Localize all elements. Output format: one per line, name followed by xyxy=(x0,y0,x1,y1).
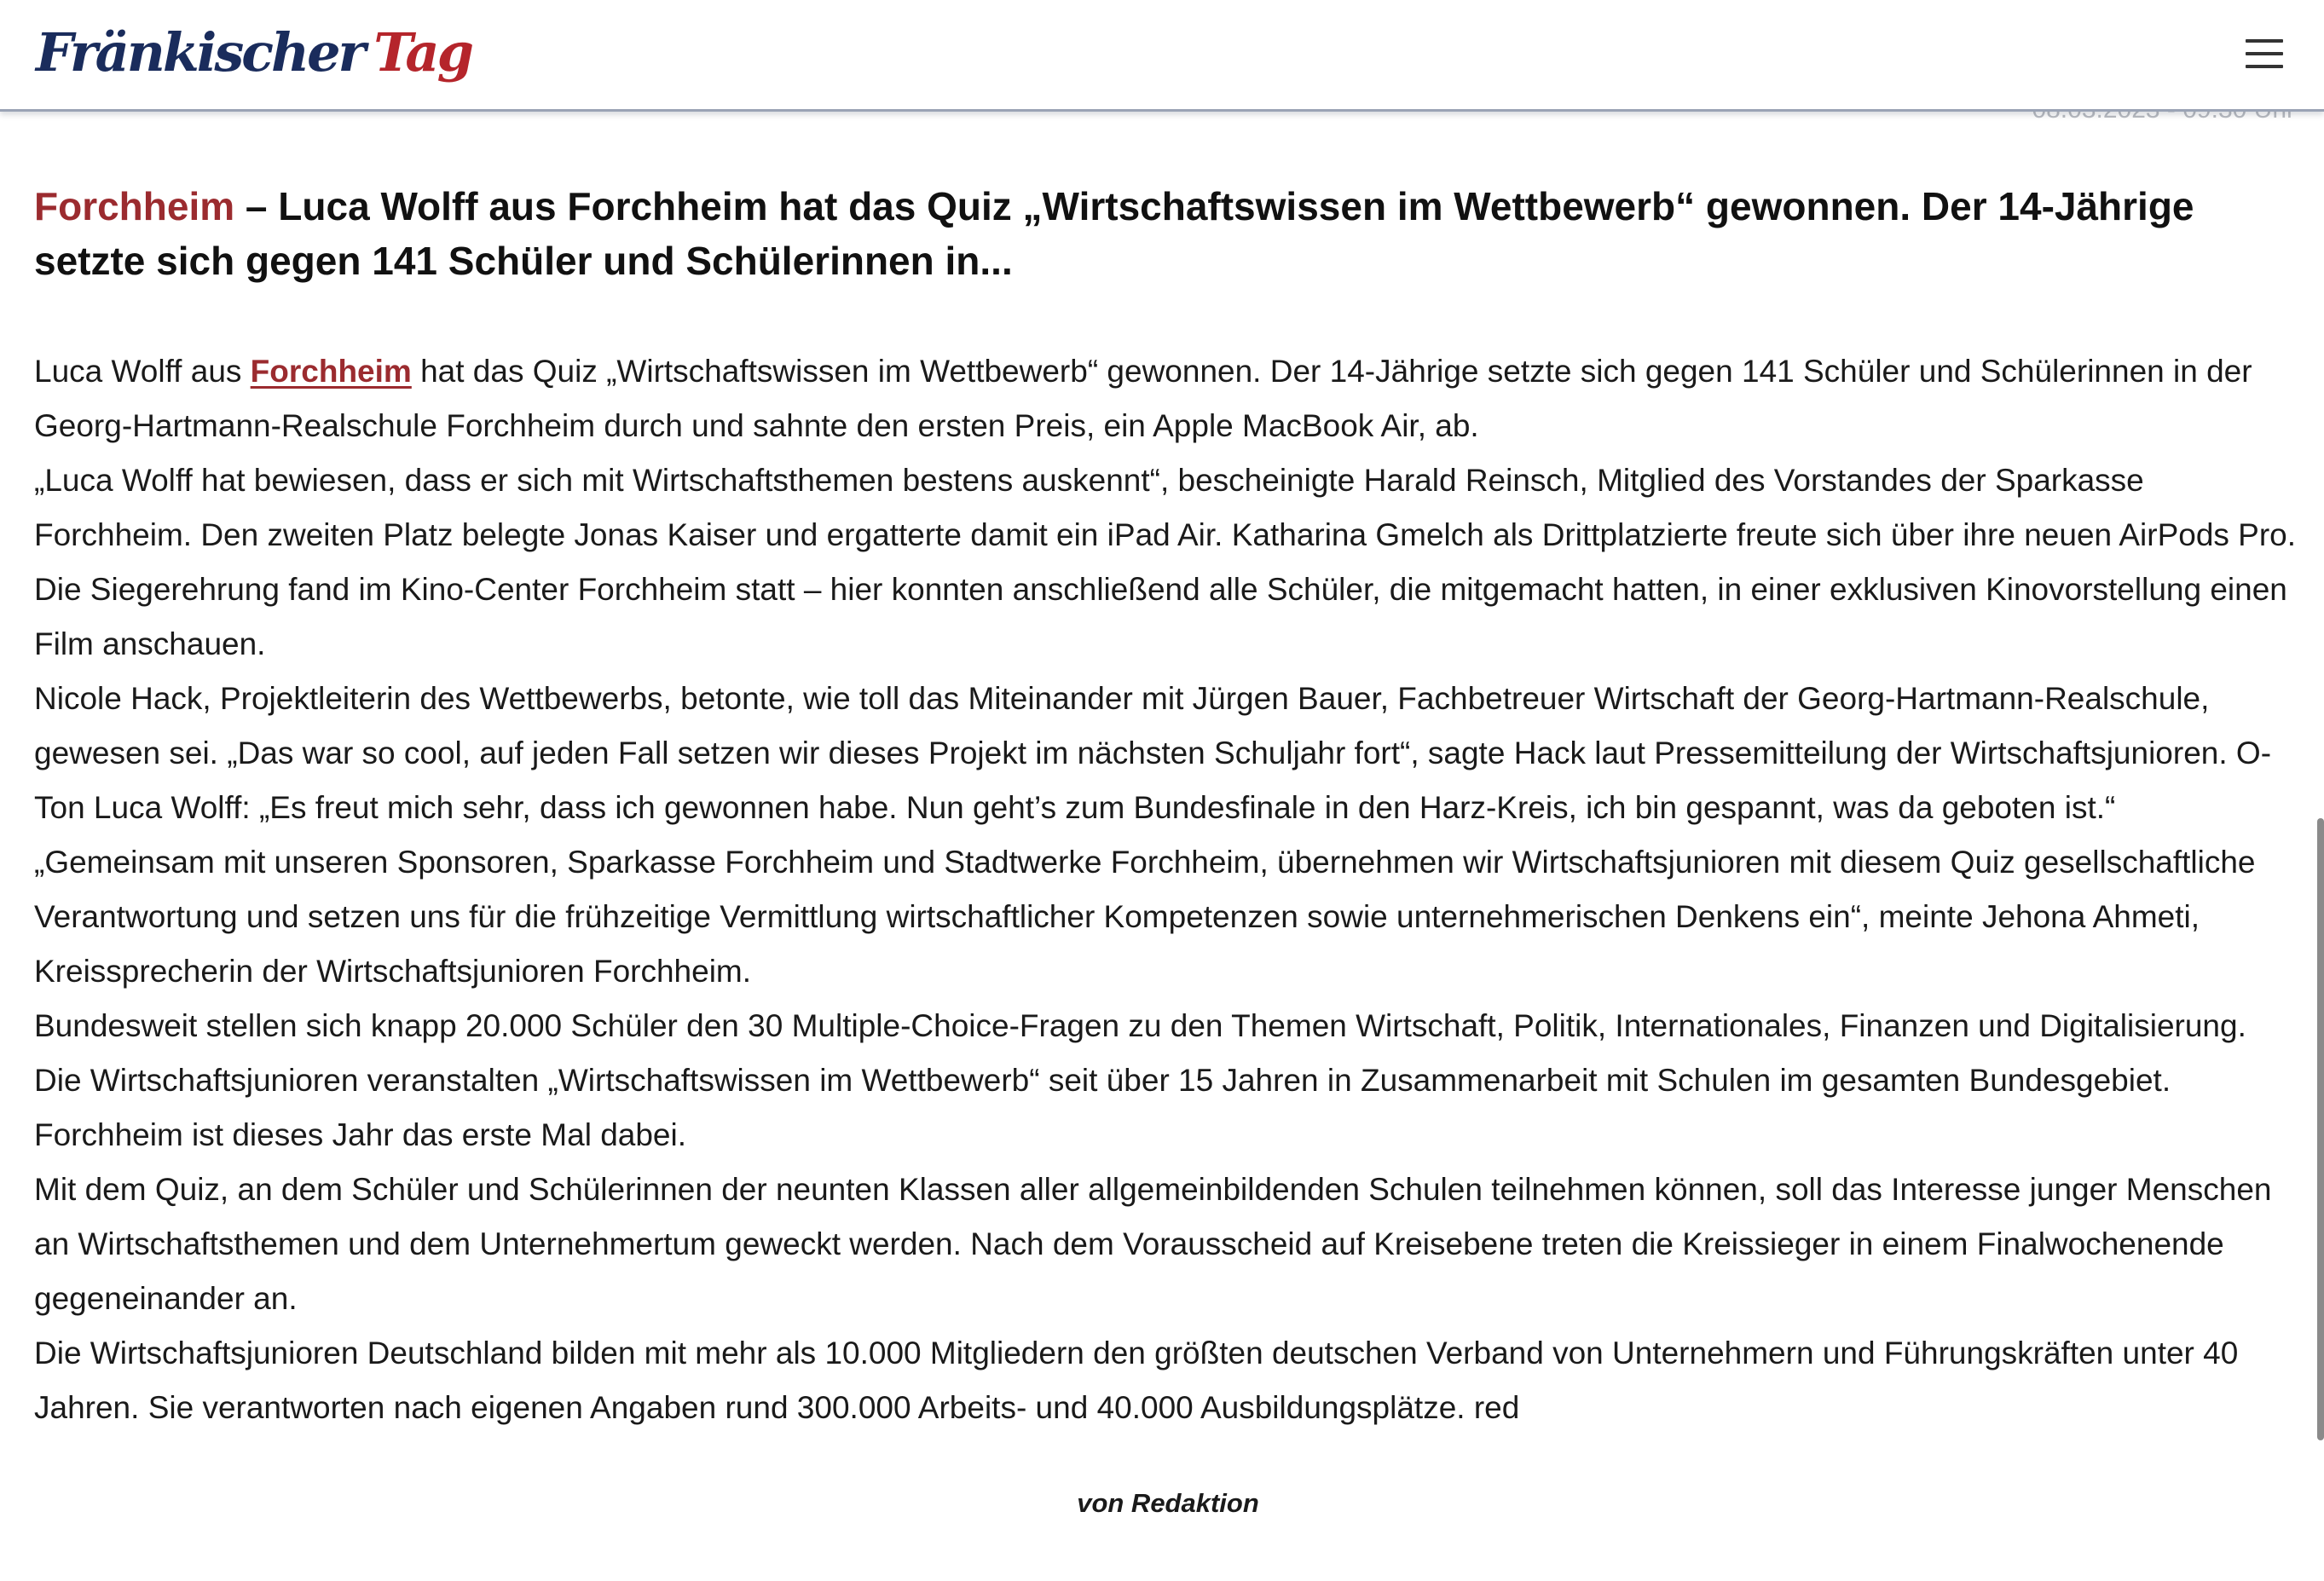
article-paragraph: Mit dem Quiz, an dem Schüler und Schülerinnen der neunten Klassen aller allgemeinbildenden Schulen teilnehmen können, soll das Interesse junger Menschen an Wirtschaftsthemen und dem Unternehmertum geweckt werden. Nach dem Vorausscheid auf Kreisebene treten die Kreissieger in einem Finalwochenende gegeneinander an. xyxy=(34,1172,2272,1316)
paragraph-text: hat das Quiz „Wirtschaftswissen im Wettbewerb“ gewonnen. Der 14-Jährige setzte sich gegen 141 Schüler und Schülerinnen in der Georg-Hartmann-Realschule Forchheim durch und sahnte den ersten Preis, ein Apple MacBook Air, ab. xyxy=(34,354,2252,443)
menu-bar xyxy=(2246,52,2283,55)
article-body xyxy=(34,344,2302,1435)
logo-text-primary: Fränkischer xyxy=(36,21,364,84)
article-byline: von Redaktion xyxy=(1077,1488,1259,1518)
menu-bar xyxy=(2246,65,2283,68)
article-paragraph: Bundesweit stellen sich knapp 20.000 Schüler den 30 Multiple-Choice-Fragen zu den Themen Wirtschaft, Politik, Internationales, Finanzen und Digitalisierung. Die Wirtschaftsjunioren veranstalten „Wirtschaftswissen im Wettbewerb“ seit über 15 Jahren in Zusammenarbeit mit Schulen im gesamten Bundesgebiet. Forchheim ist dieses Jahr das erste Mal dabei. xyxy=(34,1008,2246,1152)
article-paragraph xyxy=(34,344,2302,453)
lead-location: Forchheim xyxy=(34,184,235,228)
article-paragraph: „Luca Wolff hat bewiesen, dass er sich mit Wirtschaftsthemen bestens auskennt“, bescheinigte Harald Reinsch, Mitglied des Vorstandes der Sparkasse Forchheim. Den zweiten Platz belegte Jonas Kaiser und ergatterte damit ein iPad Air. Katharina Gmelch als Drittplatzierte freute sich über ihre neuen AirPods Pro. xyxy=(34,463,2297,552)
article-paragraph: Nicole Hack, Projektleiterin des Wettbewerbs, betonte, wie toll das Miteinander mit Jürgen Bauer, Fachbetreuer Wirtschaft der Georg-Hartmann-Realschule, gewesen sei. „Das war so cool, auf jeden Fall setzen wir dieses Projekt im nächsten Schuljahr fort“, sagte Hack laut Pressemitteilung der Wirtschaftsjunioren. O-Ton Luca Wolff: „Es freut mich sehr, dass ich gewonnen habe. Nun geht’s zum Bundesfinale in den Harz-Kreis, ich bin gespannt, was da geboten ist.“ xyxy=(34,681,2272,825)
logo-text-accent: Tag xyxy=(373,21,471,84)
article-paragraph: Die Wirtschaftsjunioren Deutschland bilden mit mehr als 10.000 Mitgliedern den größten deutschen Verband von Unternehmern und Führungskräften unter 40 Jahren. Sie verantworten nach eigenen Angaben rund 300.000 Arbeits- und 40.000 Ausbildungsplätze. red xyxy=(34,1336,2239,1425)
menu-bar xyxy=(2246,39,2283,43)
article-lead xyxy=(34,179,2302,288)
site-logo[interactable] xyxy=(36,19,471,87)
article-paragraph: Die Siegerehrung fand im Kino-Center Forchheim statt – hier konnten anschließend alle Schüler, die mitgemacht hatten, in einer exklusiven Kinovorstellung einen Film anschauen. xyxy=(34,572,2287,661)
hamburger-menu-icon[interactable] xyxy=(2246,38,2283,72)
scrollbar-thumb[interactable] xyxy=(2317,818,2324,1440)
site-header xyxy=(0,0,2324,112)
paragraph-text: Luca Wolff aus xyxy=(34,354,251,389)
lead-text: – Luca Wolff aus Forchheim hat das Quiz „Wirtschaftswissen im Wettbewerb“ gewonnen. Der 14-Jährige setzte sich gegen 141 Schüler und Schülerinnen in... xyxy=(34,184,2194,283)
article-content xyxy=(34,179,2302,1519)
article-paragraph: „Gemeinsam mit unseren Sponsoren, Sparkasse Forchheim und Stadtwerke Forchheim, übernehmen wir Wirtschaftsjunioren mit diesem Quiz gesellschaftliche Verantwortung und setzen uns für die frühzeitige Vermittlung wirtschaftlicher Kompetenzen sowie unternehmerischen Denkens ein“, meinte Jehona Ahmeti, Kreissprecherin der Wirtschaftsjunioren Forchheim. xyxy=(34,845,2256,989)
location-link[interactable]: Forchheim xyxy=(250,354,412,389)
